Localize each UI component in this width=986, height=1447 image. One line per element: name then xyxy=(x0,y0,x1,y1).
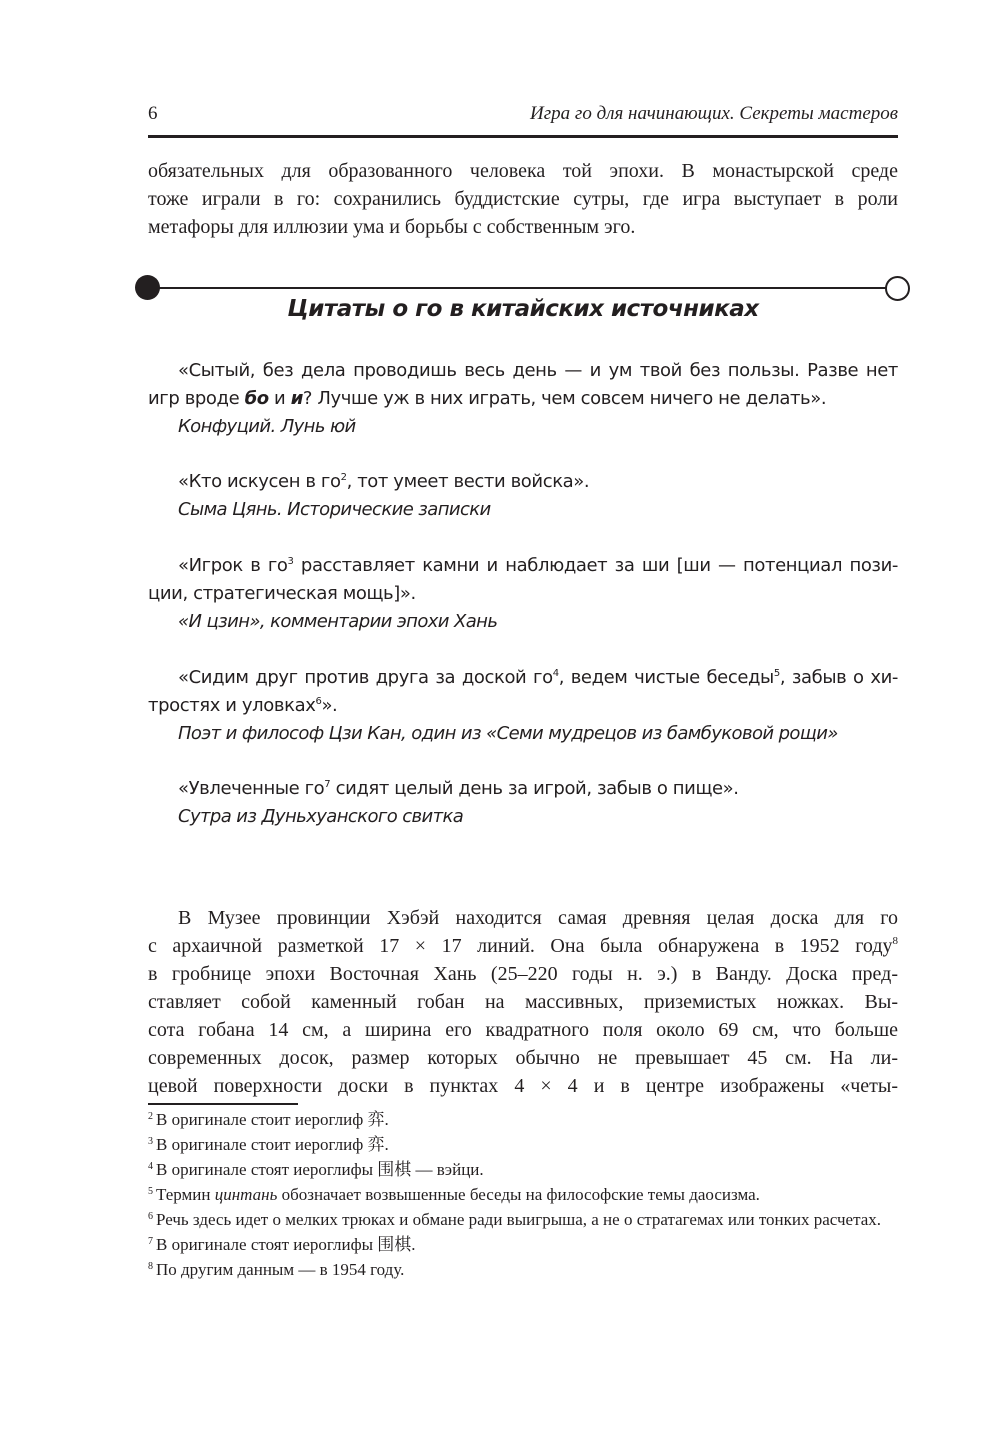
footnote-number: 4 xyxy=(148,1161,153,1172)
footnote-number: 6 xyxy=(148,1211,153,1222)
footnote-text: По другим данным — в 1954 году. xyxy=(156,1260,405,1279)
text-run: , тот умеет вести войска». xyxy=(346,471,590,492)
footnote-item xyxy=(148,1207,898,1232)
text-line: В Музее провинции Хэбэй находится самая древняя целая доска для го xyxy=(178,907,898,929)
text-run: , ведем чистые беседы xyxy=(558,667,774,688)
text-line: цевой поверхности доски в пунктах 4 × 4 и в центре изображены «четы- xyxy=(148,1075,898,1097)
text-line: обязательных для образованного человека той эпохи. В монастырской среде xyxy=(148,160,898,182)
text-line: в гробнице эпохи Восточная Хань (25–220 годы н. э.) в Ванду. Доска пред- xyxy=(148,963,898,985)
quote-source: Сыма Цянь. Исторические записки xyxy=(178,499,491,520)
quote-block xyxy=(148,552,898,636)
quote-text: ции, стратегическая мощь]». xyxy=(148,583,416,604)
footnote-ref[interactable]: 3 xyxy=(287,556,294,567)
footnote-text: Речь здесь идет о мелких трюках и обмане ради выигрыша, а не о стратагемах или тонких расчетах. xyxy=(156,1210,882,1229)
intro-paragraph xyxy=(148,157,898,241)
quote-source: Сутра из Дуньхуанского свитка xyxy=(178,806,464,827)
quote-block xyxy=(148,357,898,441)
section-title: Цитаты о го в китайских источниках xyxy=(287,296,759,322)
quote-text xyxy=(148,775,898,803)
footnote-text: В оригинале стоит иероглиф 弈. xyxy=(156,1135,389,1154)
footnote-item xyxy=(148,1257,898,1282)
text-run: , забыв о хи- xyxy=(779,667,898,688)
footnote-item xyxy=(148,1132,898,1157)
footnote-number: 5 xyxy=(148,1186,153,1197)
text-line xyxy=(148,932,898,960)
text-run: сидят целый день за игрой, забыв о пище». xyxy=(330,778,739,799)
footnote-ref[interactable]: 7 xyxy=(324,779,331,790)
text-run: с архаичной разметкой 17 × 17 линий. Она была обнаружена в 1952 году xyxy=(148,935,893,957)
book-title: Игра го для начинающих. Секреты мастеров xyxy=(530,103,898,124)
footnote-ref[interactable]: 5 xyxy=(773,668,780,679)
footnote-term: цинтань xyxy=(214,1185,278,1204)
footnote-number: 8 xyxy=(148,1261,153,1272)
text-line: тоже играли в го: сохранились буддистские сутры, где игра выступает в роли xyxy=(148,188,898,210)
text-run: «Кто искусен в го xyxy=(178,471,341,492)
quote-block xyxy=(148,468,898,524)
text-line: ставляет собой каменный гобан на массивных, приземистых ножках. Вы- xyxy=(148,991,898,1013)
footnote-ref[interactable]: 8 xyxy=(892,935,898,947)
text-run: «Игрок в го xyxy=(178,555,288,576)
quote-source: Конфуций. Лунь юй xyxy=(178,416,356,437)
text-run: ». xyxy=(321,695,338,716)
footnote-ref[interactable]: 2 xyxy=(340,472,347,483)
quote-block xyxy=(148,775,898,831)
footnote-text: Термин xyxy=(156,1185,215,1204)
quote-text xyxy=(148,552,898,580)
footnote-text: обозначает возвышенные беседы на философские темы даосизма. xyxy=(277,1185,760,1204)
text-line: метафоры для иллюзии ума и борьбы с собственным эго. xyxy=(148,216,636,238)
text-line: современных досок, размер которых обычно не превышает 45 см. На ли- xyxy=(148,1047,898,1069)
text-run: и xyxy=(268,388,291,409)
footnote-item xyxy=(148,1107,898,1132)
footnote-item xyxy=(148,1232,898,1257)
emphasis: бо xyxy=(244,388,269,409)
quote-source: Поэт и философ Цзи Кан, один из «Семи мудрецов из бамбуковой рощи» xyxy=(178,723,838,744)
quote-text xyxy=(148,664,898,692)
text-run: тростях и уловках xyxy=(148,695,316,716)
body-paragraph xyxy=(148,904,898,1100)
footnote-number: 3 xyxy=(148,1136,153,1147)
quote-text xyxy=(148,385,898,413)
footnote-number: 2 xyxy=(148,1111,153,1122)
text-run: «Сидим друг против друга за доской го xyxy=(178,667,553,688)
footnote-text: В оригинале стоит иероглиф 弈. xyxy=(156,1110,389,1129)
running-head xyxy=(148,103,898,131)
text-run: игр вроде xyxy=(148,388,245,409)
quote-block xyxy=(148,664,898,748)
footnote-item xyxy=(148,1157,898,1182)
footnotes xyxy=(148,1107,898,1282)
text-run: расставляет камни и наблюдает за ши [ши — потенциал пози- xyxy=(293,555,898,576)
quote-text xyxy=(148,468,898,496)
quote-text xyxy=(148,692,898,720)
quote-text: «Сытый, без дела проводишь весь день — и ум твой без пользы. Разве нет xyxy=(178,360,898,381)
footnote-number: 7 xyxy=(148,1236,153,1247)
footnote-separator xyxy=(148,1103,298,1105)
footnote-ref[interactable]: 4 xyxy=(552,668,559,679)
footnote-item xyxy=(148,1182,898,1207)
footnote-text: В оригинале стоят иероглифы 围棋 — вэйци. xyxy=(156,1160,484,1179)
text-run: «Увлеченные го xyxy=(178,778,325,799)
header-rule xyxy=(148,135,898,138)
footnote-text: В оригинале стоят иероглифы 围棋. xyxy=(156,1235,416,1254)
page-number: 6 xyxy=(148,103,158,124)
text-run: ? Лучше уж в них играть, чем совсем ничего не делать». xyxy=(302,388,827,409)
footnote-ref[interactable]: 6 xyxy=(315,696,322,707)
emphasis: и xyxy=(290,388,303,409)
text-line: сота гобана 14 см, а ширина его квадратного поля около 69 см, что больше xyxy=(148,1019,898,1041)
quote-source: «И цзин», комментарии эпохи Хань xyxy=(178,611,498,632)
section-divider-rule xyxy=(146,287,898,289)
